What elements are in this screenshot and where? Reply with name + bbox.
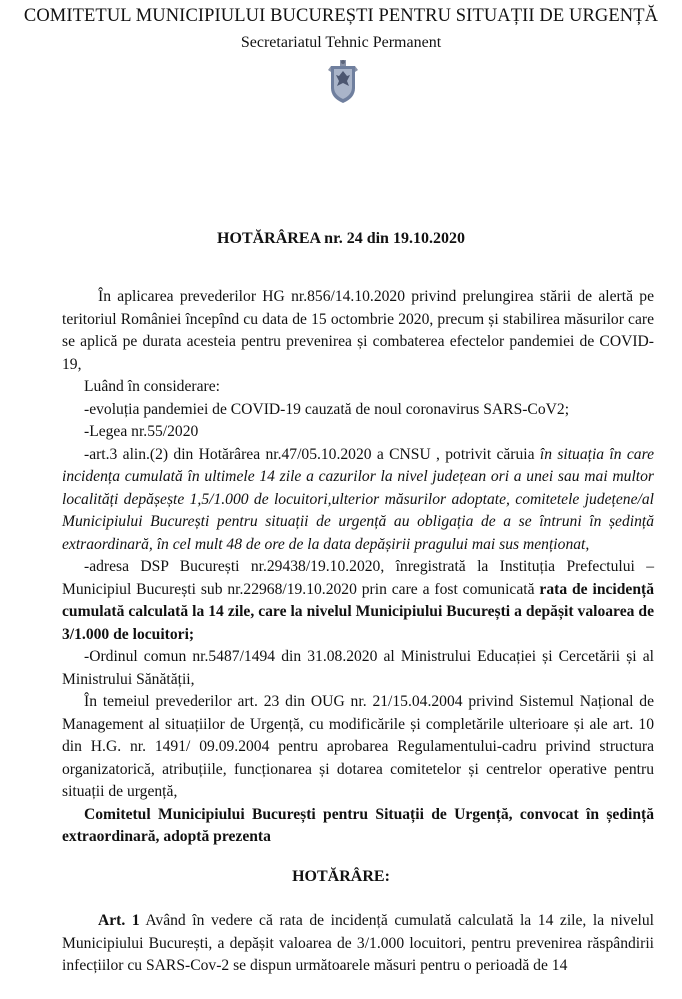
paragraph-law: -Legea nr.55/2020: [84, 423, 199, 440]
dsp-ref: -adresa DSP București nr.29438/19.10.2020, înregistrată la Instituția Prefectului – Municipiul București sub nr.22968/19.10.2020 prin care a fost comunicată: [62, 558, 654, 598]
decision-title: HOTĂRÂREA nr. 24 din 19.10.2020: [217, 230, 465, 247]
paragraph-application: În aplicarea prevederilor HG nr.856/14.10.2020 privind prelungirea stării de alertă pe teritoriul României începînd cu data de 15 octombrie 2020, precum și stabilirea măsurilor care se aplică pe durata acesteia pentru prevenirea și combaterea efectelor pandemiei de COVID-19,: [62, 288, 654, 373]
article-label: Art. 1: [98, 912, 140, 929]
decision-heading: HOTĂRÂRE:: [292, 868, 390, 885]
incidence-rate-text: rata de incidență cumulată calculată la 14 zile, care la nivelul Municipiului București a depășit valoarea de 3/1.000 de locuitori;: [62, 580, 654, 643]
cnsu-ref: -art.3 alin.(2) din Hotărârea nr.47/05.10.2020 a CNSU , potrivit căruia: [84, 445, 540, 463]
paragraph-pandemic-evolution: -evoluția pandemiei de COVID-19 cauzată de noul coronavirus SARS-CoV2;: [84, 400, 570, 418]
paragraph-committee-adopts: Comitetul Municipiului București pentru Situații de Urgență, convocat în ședință extraordinară, adoptă prezenta: [62, 805, 654, 845]
preamble: [62, 286, 654, 849]
secretariat-subtitle: Secretariatul Tehnic Permanent: [240, 34, 442, 51]
paragraph-legal-basis: În temeiul prevederilor art. 23 din OUG nr. 21/15.04.2004 privind Sistemul Național de Management al situațiilor de Urgență, cu modificările și completările ulterioare și ale art. 10 din H.G. nr. 1491/ 09.09.2004 pentru aprobarea Regulamentului-cadru privind structura organizatorică, atribuțiile, funcționarea și dotarea comitetelor și centrelor operative pentru situații de urgență,: [62, 693, 654, 800]
paragraph-considering: Luând în considerare:: [84, 378, 220, 395]
paragraph-cnsu-decision: [62, 444, 654, 557]
article-text: Având în vedere că rata de incidență cumulată calculată la 14 zile, la nivelul Municipiului București, a depășit valoarea de 3/1.000 locuitori, pentru prevenirea răspândirii infecțiilor cu SARS-Cov-2 se dispun următoarele măsuri pentru o perioadă de 14: [62, 912, 654, 974]
paragraph-dsp-address: [62, 556, 654, 646]
coat-of-arms-icon: [327, 58, 359, 104]
cnsu-quote: în situația în care incidența cumulată în ultimele 14 zile a cazurilor la nivel județean ori a unei sau mai multor localități depășește 1,5/1.000 de locuitori,ulterior măsurilor adoptate, comitetele județene/al Municipiului București pentru situații de urgență au obligația de a se întruni în ședință extraordinară, în cel mult 48 de ore de la data depășirii pragului mai sus menționat,: [62, 445, 654, 553]
committee-title: COMITETUL MUNICIPIULUI BUCUREȘTI PENTRU SITUAȚII DE URGENȚĂ: [23, 6, 659, 26]
article-1: [62, 910, 654, 978]
paragraph-joint-order: -Ordinul comun nr.5487/1494 din 31.08.2020 al Ministrului Educației și Cercetării și al Ministrului Sănătății,: [62, 648, 654, 688]
